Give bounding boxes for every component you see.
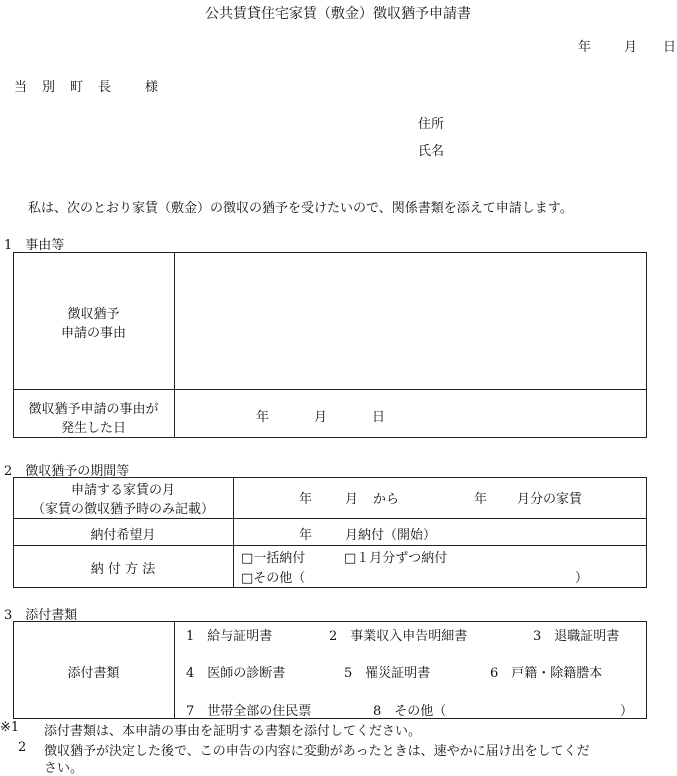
note-2-text-line1: 徴収猶予が決定した後で、この申告の内容に変動があったときは、速やかに届け出をしてくだ	[44, 744, 590, 759]
section2-row-divider-1	[13, 518, 647, 519]
option-lump-sum[interactable]: □一括納付	[241, 551, 306, 566]
attachment-item-1: 1 給与証明書	[186, 629, 273, 644]
attachment-item-5: 5 罹災証明書	[344, 666, 431, 681]
rent-from-month: 月	[345, 492, 359, 507]
section3-heading: 3 添付書類	[4, 608, 78, 623]
intro-text: 私は、次のとおり家賃（敷金）の徴収の猶予を受けたいので、関係書類を添えて申請します。	[28, 201, 573, 216]
occurred-year: 年	[256, 410, 270, 425]
attachment-item-3: 3 退職証明書	[533, 629, 620, 644]
rent-month-label-line2: （家賃の徴収猶予時のみ記載）	[31, 502, 214, 517]
section3-divider	[174, 621, 175, 719]
rent-month-label-line1: 申請する家賃の月	[70, 483, 175, 498]
section1-divider	[174, 252, 175, 438]
date-year-label: 年	[578, 40, 592, 55]
addressee-char-1: 当	[14, 80, 28, 95]
section1-row-divider	[13, 389, 647, 390]
note-2-mark: 2	[18, 740, 27, 755]
attachment-item-7: 7 世帯全部の住民票	[186, 704, 312, 719]
rent-from-word: から	[373, 492, 400, 507]
page-title: 公共賃貸住宅家賃（敷金）徴収猶予申請書	[205, 6, 471, 22]
section2-heading: 2 徴収猶予の期間等	[4, 464, 130, 479]
note-2-text-line2: さい。	[44, 761, 84, 776]
addressee-char-4: 長	[98, 80, 112, 95]
reason-label-line2: 申請の事由	[60, 326, 126, 341]
note-1-text: 添付書類は、本申請の事由を証明する書類を添付してください。	[44, 724, 422, 739]
option-other-close: ）	[575, 571, 589, 586]
occurred-day: 日	[372, 410, 386, 425]
option-monthly[interactable]: □１月分ずつ納付	[344, 551, 448, 566]
rent-to-year: 年	[474, 492, 488, 507]
payment-method-label: 納 付 方 法	[90, 562, 156, 577]
reason-field[interactable]	[176, 253, 646, 389]
date-day-label: 日	[663, 40, 677, 55]
attachment-item-4: 4 医師の診断書	[186, 666, 286, 681]
address-label: 住所	[418, 117, 445, 132]
attachment-item-6: 6 戸籍・除籍謄本	[490, 666, 603, 681]
section1-heading: 1 事由等	[4, 238, 65, 253]
date-month-label: 月	[624, 40, 638, 55]
note-1-mark: ※1	[0, 720, 20, 735]
rent-from-year: 年	[299, 492, 313, 507]
addressee-char-2: 別	[42, 80, 56, 95]
occurred-label-line1: 徴収猶予申請の事由が	[28, 402, 159, 417]
attachments-label: 添付書類	[67, 666, 120, 681]
reason-label-line1: 徴収猶予	[67, 307, 120, 322]
payment-month-label: 納付希望月	[90, 528, 156, 543]
rent-to-month: 月分の家賃	[517, 492, 583, 507]
attachment-item-8-close: ）	[620, 704, 634, 719]
option-other[interactable]: □その他（	[241, 571, 306, 586]
attachment-item-8: 8 その他（	[373, 704, 447, 719]
addressee-honorific: 様	[145, 80, 159, 95]
payment-year: 年	[299, 528, 313, 543]
section2-row-divider-2	[13, 545, 647, 546]
name-label: 氏名	[418, 144, 445, 159]
payment-month: 月納付（開始）	[345, 528, 437, 543]
addressee-char-3: 町	[70, 80, 84, 95]
section2-divider	[233, 477, 234, 588]
occurred-month: 月	[314, 410, 328, 425]
attachment-item-2: 2 事業収入申告明細書	[329, 629, 468, 644]
occurred-label-line2: 発生した日	[60, 421, 126, 436]
